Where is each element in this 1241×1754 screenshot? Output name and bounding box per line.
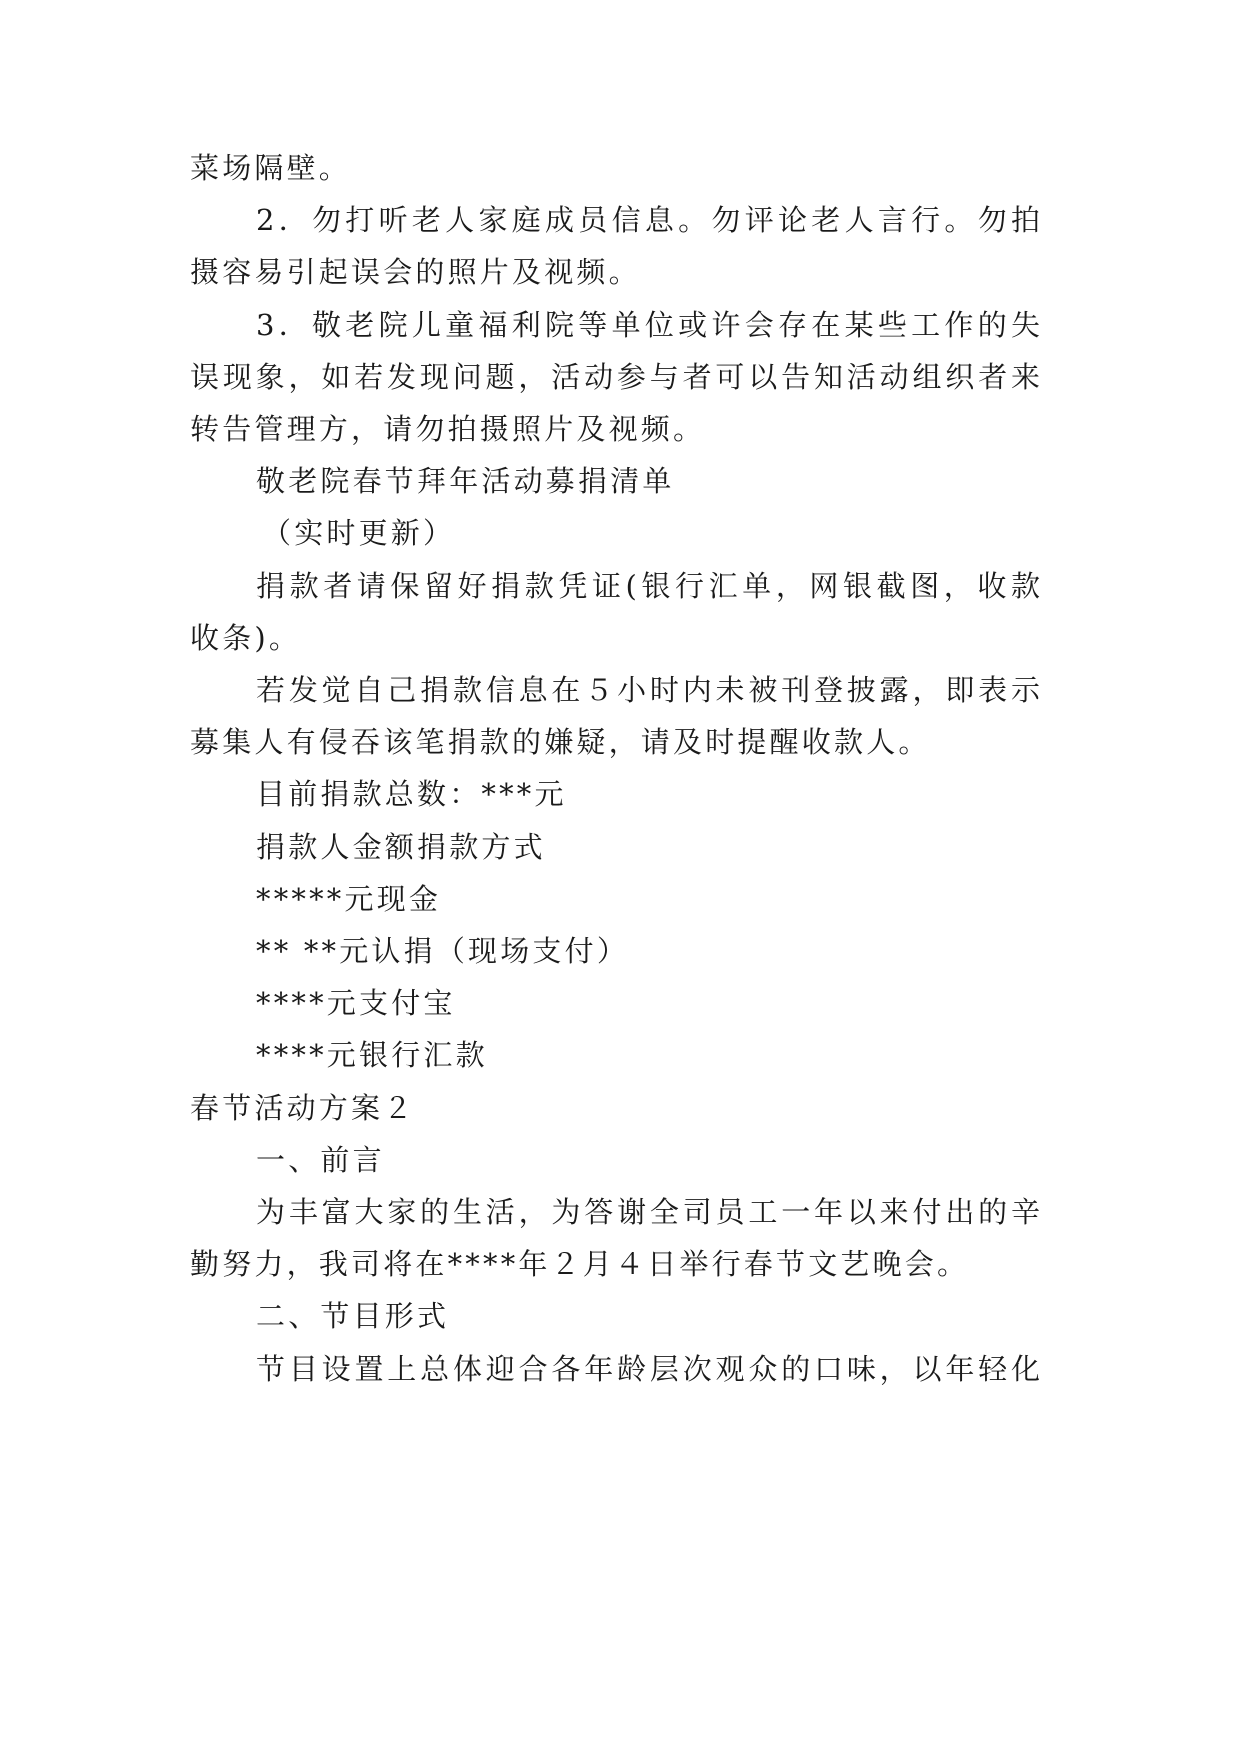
rule-2-line-1: 2．勿打听老人家庭成员信息。勿评论老人言行。勿拍 (256, 203, 1040, 237)
rule-3-line-3: 转告管理方，请勿拍摄照片及视频。 (190, 412, 706, 446)
realtime-update-note: （实时更新） (262, 516, 456, 550)
donation-list-title: 敬老院春节拜年活动募捐清单 (256, 464, 675, 498)
section-title-plan-2: 春节活动方案２ (190, 1091, 416, 1125)
disclosure-note-line-2: 募集人有侵吞该笔捐款的嫌疑，请及时提醒收款人。 (190, 725, 931, 759)
donation-row: ** **元认捐（现场支付） (256, 934, 630, 968)
disclosure-note-line-1: 若发觉自己捐款信息在５小时内未被刊登披露，即表示 (256, 673, 1040, 707)
rule-3-line-2: 误现象，如若发现问题，活动参与者可以告知活动组织者来 (190, 360, 1040, 394)
heading-preface: 一、前言 (256, 1143, 385, 1177)
program-format-line-1: 节目设置上总体迎合各年龄层次观众的口味，以年轻化 (256, 1352, 1040, 1386)
preface-line-2: 勤努力，我司将在****年２月４日举行春节文艺晚会。 (190, 1247, 970, 1281)
donation-row: *****元现金 (256, 882, 442, 916)
donor-note-line-1: 捐款者请保留好捐款凭证(银行汇单，网银截图，收款 (256, 569, 1040, 603)
donation-total: 目前捐款总数：***元 (256, 777, 567, 811)
heading-program-format: 二、节目形式 (256, 1299, 450, 1333)
donation-row: ****元支付宝 (256, 986, 456, 1020)
rule-3-line-1: 3．敬老院儿童福利院等单位或许会存在某些工作的失 (256, 308, 1040, 342)
paragraph-line: 菜场隔壁。 (190, 151, 352, 185)
donation-row: ****元银行汇款 (256, 1038, 488, 1072)
rule-2-line-2: 摄容易引起误会的照片及视频。 (190, 255, 641, 289)
donor-note-line-2: 收条)。 (190, 621, 302, 655)
preface-line-1: 为丰富大家的生活，为答谢全司员工一年以来付出的辛 (256, 1195, 1040, 1229)
donation-table-header: 捐款人金额捐款方式 (256, 830, 546, 864)
